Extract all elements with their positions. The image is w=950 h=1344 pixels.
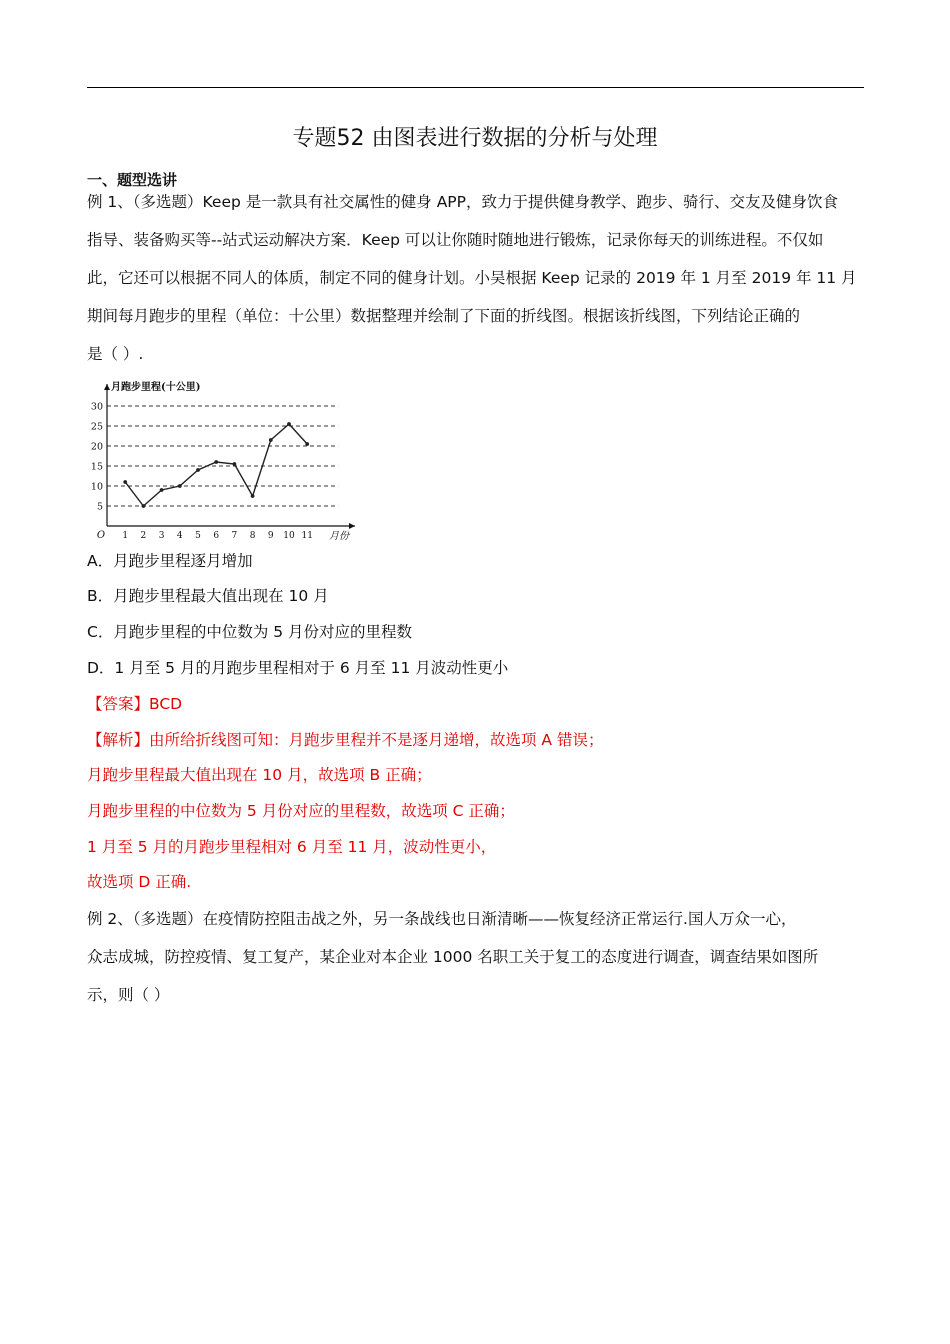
line-chart xyxy=(87,376,377,546)
x-axis-label: 月份 xyxy=(329,531,349,542)
example2-line: 示，则（ ） xyxy=(87,986,170,1004)
analysis-line: 月跑步里程最大值出现在 10 月，故选项 B 正确； xyxy=(87,766,432,784)
y-tick-label: 5 xyxy=(96,501,103,513)
analysis-line: 1 月至 5 月的月跑步里程相对 6 月至 11 月，波动性更小， xyxy=(87,838,497,856)
x-tick-label: 4 xyxy=(176,531,183,541)
x-tick-label: 3 xyxy=(158,531,165,541)
example1-line: 例 1、（多选题）Keep 是一款具有社交属性的健身 APP，致力于提供健身教学、跑步、骑行、交友及健身饮食 xyxy=(87,193,838,211)
example1-line: 此，它还可以根据不同人的体质，制定不同的健身计划。小吴根据 Keep 记录的 2019 年 1 月至 2019 年 11 月 xyxy=(87,269,857,287)
option-a: A．月跑步里程逐月增加 xyxy=(87,552,253,570)
data-point xyxy=(178,484,182,488)
x-tick-label: 11 xyxy=(301,531,313,541)
x-axis-arrow xyxy=(349,523,355,529)
x-tick-label: 10 xyxy=(283,531,295,541)
example2-stem xyxy=(87,900,867,1014)
example1-line: 期间每月跑步的里程（单位：十公里）数据整理并绘制了下面的折线图。根据该折线图，下列结论正确的 xyxy=(87,307,801,325)
data-point xyxy=(251,494,255,498)
example1-stem xyxy=(87,183,867,373)
page-title: 专题52 由图表进行数据的分析与处理 xyxy=(292,126,658,151)
option-b: B．月跑步里程最大值出现在 10 月 xyxy=(87,587,329,605)
data-point xyxy=(196,468,200,472)
series-line xyxy=(125,424,307,506)
x-tick-label: 6 xyxy=(213,531,220,541)
data-point xyxy=(305,442,309,446)
analysis-line: 【解析】由所给折线图可知：月跑步里程并不是逐月递增，故选项 A 错误； xyxy=(87,731,604,749)
data-point xyxy=(123,480,127,484)
option-c: C．月跑步里程的中位数为 5 月份对应的里程数 xyxy=(87,623,413,641)
y-tick-label: 15 xyxy=(90,461,103,473)
x-tick-label: 2 xyxy=(140,531,147,541)
example2-line: 众志成城，防控疫情、复工复产，某企业对本企业 1000 名职工关于复工的态度进行调查，调查结果如图所 xyxy=(87,948,819,966)
data-point xyxy=(214,460,218,464)
x-tick-label: 8 xyxy=(249,531,256,541)
answer: 【答案】BCD xyxy=(87,695,183,713)
data-point xyxy=(160,488,164,492)
y-axis-arrow xyxy=(104,384,110,390)
x-tick-label: 5 xyxy=(195,531,201,541)
x-tick-label: 9 xyxy=(267,531,274,541)
analysis-line: 故选项 D 正确. xyxy=(87,873,192,891)
data-point xyxy=(233,462,237,466)
y-tick-label: 20 xyxy=(90,441,103,453)
example1-line: 指导、装备购买等--站式运动解决方案．Keep 可以让你随时随地进行锻炼，记录你每天的训练进程。不仅如 xyxy=(87,231,824,249)
y-tick-label: 25 xyxy=(90,421,103,433)
section-heading: 一、题型选讲 xyxy=(87,171,178,189)
x-tick-label: 7 xyxy=(231,531,238,541)
origin-label: O xyxy=(96,530,106,541)
y-tick-label: 30 xyxy=(90,401,103,413)
analysis-line: 月跑步里程的中位数为 5 月份对应的里程数，故选项 C 正确； xyxy=(87,802,515,820)
x-tick-label: 1 xyxy=(122,531,129,541)
y-axis-label: 月跑步里程(十公里) xyxy=(111,382,201,393)
y-tick-label: 10 xyxy=(90,481,103,493)
option-d: D．1 月至 5 月的月跑步里程相对于 6 月至 11 月波动性更小 xyxy=(87,659,509,677)
example2-line: 例 2、（多选题）在疫情防控阻击战之外，另一条战线也日渐清晰——恢复经济正常运行.国人万众一心， xyxy=(87,910,797,928)
data-point xyxy=(287,422,291,426)
data-point xyxy=(269,438,273,442)
example1-line: 是（ ）. xyxy=(87,345,144,363)
data-point xyxy=(142,504,146,508)
header-rule xyxy=(87,87,864,88)
